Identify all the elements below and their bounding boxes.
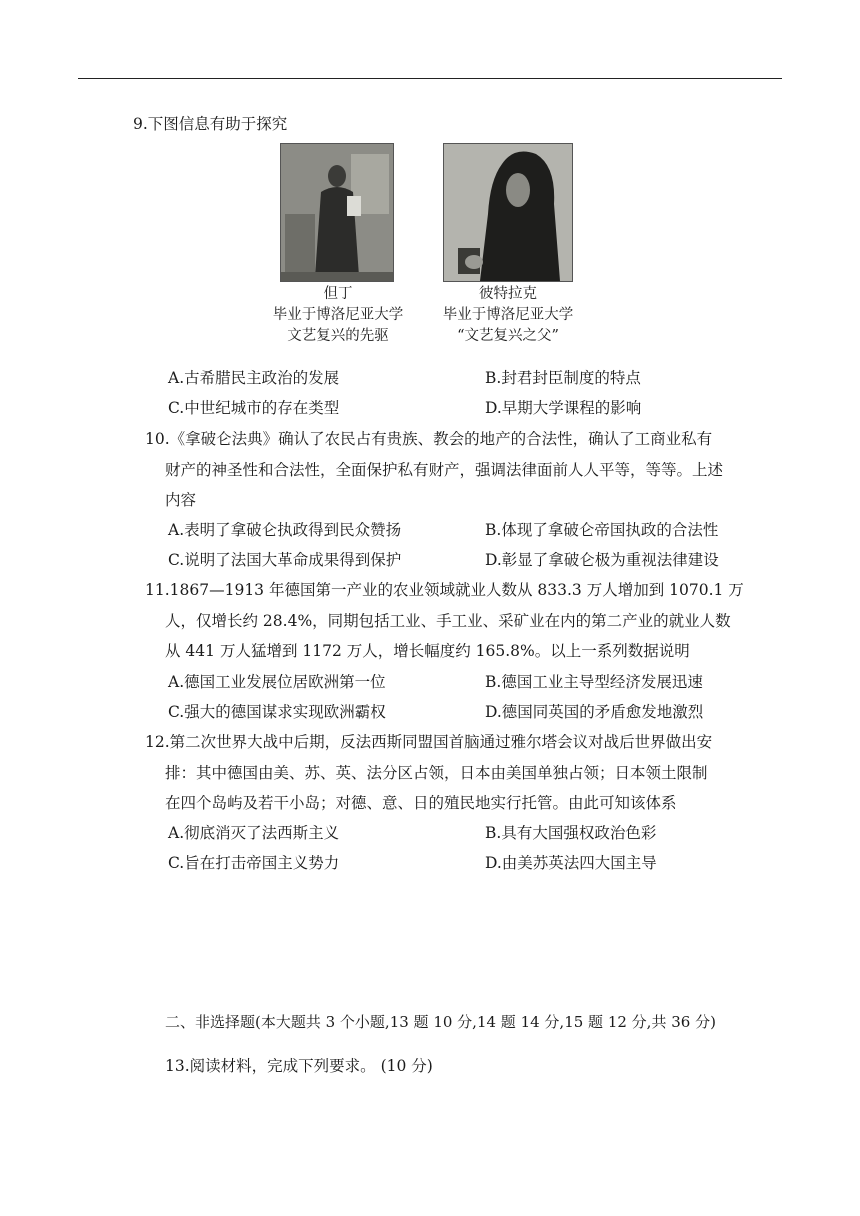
header-rule [78, 78, 782, 79]
petrarch-caption [418, 284, 598, 347]
dante-line2: 毕业于博洛尼亚大学 [272, 307, 404, 323]
dante-figure-icon [281, 144, 393, 281]
petrarch-line2: 毕业于博洛尼亚大学 [442, 307, 574, 323]
q11-option-d: D.德国同英国的矛盾愈发地激烈 [485, 703, 704, 721]
dante-name: 但丁 [323, 286, 353, 302]
q10-option-c: C.说明了法国大革命成果得到保护 [168, 551, 402, 569]
q12-option-c: C.旨在打击帝国主义势力 [168, 854, 340, 872]
q11-line-2: 人，仅增长约 28.4%，同期包括工业、手工业、采矿业在内的第二产业的就业人数 [165, 612, 731, 630]
petrarch-line3: “文艺复兴之父” [457, 328, 559, 344]
petrarch-portrait-image [443, 143, 573, 282]
petrarch-figure-icon [444, 144, 572, 281]
q12-option-a: A.彻底消灭了法西斯主义 [168, 824, 340, 842]
q10-line-2: 财产的神圣性和合法性，全面保护私有财产，强调法律面前人人平等，等等。上述 [165, 461, 724, 479]
q10-line-1: 10.《拿破仑法典》确认了农民占有贵族、教会的地产的合法性，确认了工商业私有 [145, 430, 713, 448]
q9-stem: 9.下图信息有助于探究 [133, 115, 288, 133]
q12-line-1: 12.第二次世界大战中后期，反法西斯同盟国首脑通过雅尔塔会议对战后世界做出安 [145, 733, 713, 751]
q9-option-d: D.早期大学课程的影响 [485, 399, 642, 417]
q10-line-3: 内容 [165, 491, 197, 509]
q11-option-a: A.德国工业发展位居欧洲第一位 [168, 673, 386, 691]
petrarch-name: 彼特拉克 [479, 286, 537, 302]
section2-heading: 二、非选择题(本大题共 3 个小题,13 题 10 分,14 题 14 分,15 题 12 分,共 36 分) [165, 1013, 716, 1031]
q12-line-3: 在四个岛屿及若干小岛；对德、意、日的殖民地实行托管。由此可知该体系 [165, 794, 677, 812]
q9-option-c: C.中世纪城市的存在类型 [168, 399, 340, 417]
q11-option-b: B.德国工业主导型经济发展迅速 [485, 673, 703, 691]
q10-option-a: A.表明了拿破仑执政得到民众赞扬 [168, 521, 402, 539]
q12-option-d: D.由美苏英法四大国主导 [485, 854, 657, 872]
q13-stem: 13.阅读材料，完成下列要求。 (10 分) [165, 1057, 433, 1075]
q11-option-c: C.强大的德国谋求实现欧洲霸权 [168, 703, 386, 721]
dante-caption [258, 284, 418, 347]
q9-option-b: B.封君封臣制度的特点 [485, 369, 641, 387]
q11-line-3: 从 441 万人猛增到 1172 万人，增长幅度约 165.8%。以上一系列数据说明 [165, 642, 690, 660]
q12-line-2: 排：其中德国由美、苏、英、法分区占领，日本由美国单独占领；日本领土限制 [165, 764, 708, 782]
dante-portrait-image [280, 143, 394, 282]
q9-option-a: A.古希腊民主政治的发展 [168, 369, 340, 387]
dante-line3: 文艺复兴的先驱 [287, 328, 389, 344]
q10-option-d: D.彰显了拿破仑极为重视法律建设 [485, 551, 719, 569]
q10-option-b: B.体现了拿破仑帝国执政的合法性 [485, 521, 719, 539]
q12-option-b: B.具有大国强权政治色彩 [485, 824, 657, 842]
q11-line-1: 11.1867—1913 年德国第一产业的农业领域就业人数从 833.3 万人增加到 1070.1 万 [145, 581, 744, 599]
